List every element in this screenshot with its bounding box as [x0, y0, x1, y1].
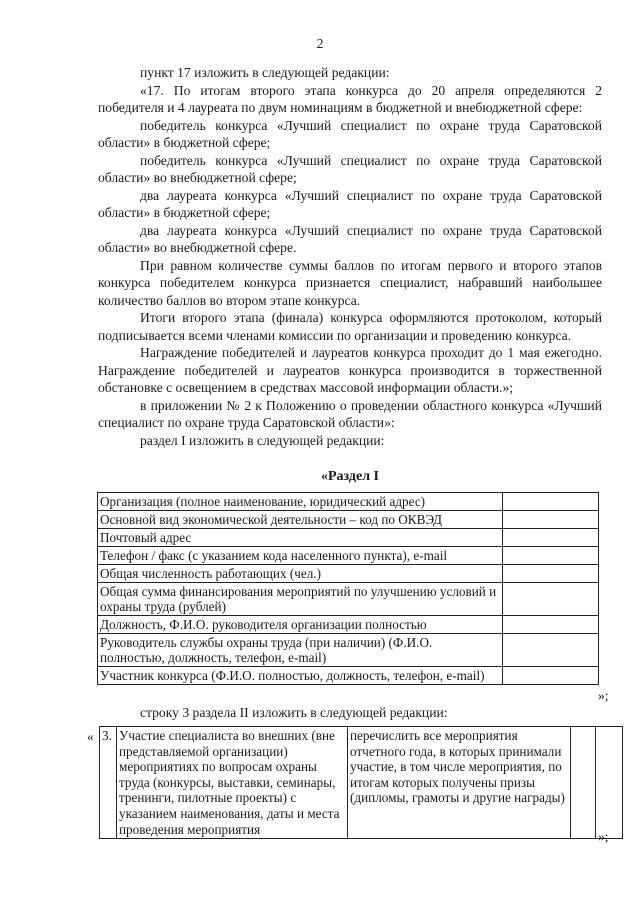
table-cell: Участник конкурса (Ф.И.О. полностью, должность, телефон, e-mail)	[98, 667, 503, 685]
table-row	[98, 493, 599, 511]
table-row	[100, 727, 623, 839]
table-cell-empty	[503, 511, 599, 529]
row-number: 3.	[100, 727, 117, 839]
table-cell: Организация (полное наименование, юридический адрес)	[98, 493, 503, 511]
table-row	[98, 616, 599, 634]
table-open-quote: «	[87, 729, 94, 744]
paragraph: пункт 17 изложить в следующей редакции:	[140, 65, 390, 80]
table-row	[98, 667, 599, 685]
paragraph: победитель конкурса «Лучший специалист по охране труда Саратовской области» в бюджетной сфере;	[98, 117, 602, 150]
paragraph: «17. По итогам второго этапа конкурса до 20 апреля определяются 2 победителя и 4 лауреата по двум номинациям в бюджетной и внебюджетной сфере:	[98, 82, 602, 115]
table-cell-empty	[503, 634, 599, 667]
table-cell-empty	[503, 547, 599, 565]
paragraph: два лауреата конкурса «Лучший специалист по охране труда Саратовской области» во внебюджетной сфере.	[98, 222, 602, 255]
table-row	[98, 547, 599, 565]
table-row	[98, 583, 599, 616]
table-cell-empty	[571, 727, 596, 839]
table-cell: Общая сумма финансирования мероприятий по улучшению условий и охраны труда (рублей)	[98, 583, 503, 616]
paragraph: При равном количестве суммы баллов по итогам первого и второго этапов конкурса победителем конкурса признается специалист, набравший наибольшее количество баллов во втором этапе конкурса.	[98, 257, 602, 308]
table-cell-empty	[503, 583, 599, 616]
section-two-row-table	[99, 726, 623, 839]
paragraph: в приложении № 2 к Положению о проведении областного конкурса «Лучший специалист по охране труда Саратовской области»:	[98, 397, 602, 430]
table-cell-empty	[503, 565, 599, 583]
table-cell-empty	[503, 493, 599, 511]
table-row	[98, 634, 599, 667]
paragraph: раздел I изложить в следующей редакции:	[140, 432, 385, 448]
table-cell: Телефон / факс (с указанием кода населенного пункта), e-mail	[98, 547, 503, 565]
paragraph: Награждение победителей и лауреатов конкурса проходит до 1 мая ежегодно. Награждение победителей и лауреатов конкурса производится в торжественной обстановке с освещением в средствах массовой информации области.»;	[98, 345, 602, 395]
table-cell-empty	[503, 616, 599, 634]
table-cell: Должность, Ф.И.О. руководителя организации полностью	[98, 616, 503, 634]
section-one-table	[97, 492, 599, 685]
criterion-cell: Участие специалиста во внешних (вне представляемой организации) мероприятиях по вопросам охраны труда (конкурсы, выставки, семинары, тренинги, пилотные проекты) с указанием наименования, даты и места проведения мероприятия	[117, 727, 348, 839]
paragraph: два лауреата конкурса «Лучший специалист по охране труда Саратовской области» в бюджетной сфере;	[98, 187, 602, 220]
table-cell-empty	[503, 667, 599, 685]
table-row	[98, 529, 599, 547]
table-close-quote: »;	[598, 829, 609, 844]
description-cell: перечислить все мероприятия отчетного года, в которых принимали участие, в том числе мероприятия, по итогам которых получены призы (дипломы, грамоты и другие награды)	[348, 727, 571, 839]
page-number: 2	[316, 36, 324, 51]
table-cell: Основной вид экономической деятельности – код по ОКВЭД	[98, 511, 503, 529]
table-row	[98, 511, 599, 529]
table-cell: Руководитель службы охраны труда (при наличии) (Ф.И.О. полностью, должность, телефон, e-mail)	[98, 634, 503, 667]
table-cell: Почтовый адрес	[98, 529, 503, 547]
table-cell-empty	[596, 727, 623, 839]
table-cell: Общая численность работающих (чел.)	[98, 565, 503, 583]
body-text	[98, 64, 602, 449]
table-close-quote: »;	[598, 688, 609, 703]
section-title: «Раздел I	[320, 469, 380, 484]
instruction-line: строку 3 раздела II изложить в следующей редакции:	[140, 705, 448, 720]
paragraph: Итоги второго этапа (финала) конкурса оформляются протоколом, который подписывается всеми членами комиссии по организации и проведению конкурса.	[98, 310, 602, 343]
paragraph: победитель конкурса «Лучший специалист по охране труда Саратовской области» во внебюджетной сфере;	[98, 152, 602, 185]
table-row	[98, 565, 599, 583]
table-cell-empty	[503, 529, 599, 547]
